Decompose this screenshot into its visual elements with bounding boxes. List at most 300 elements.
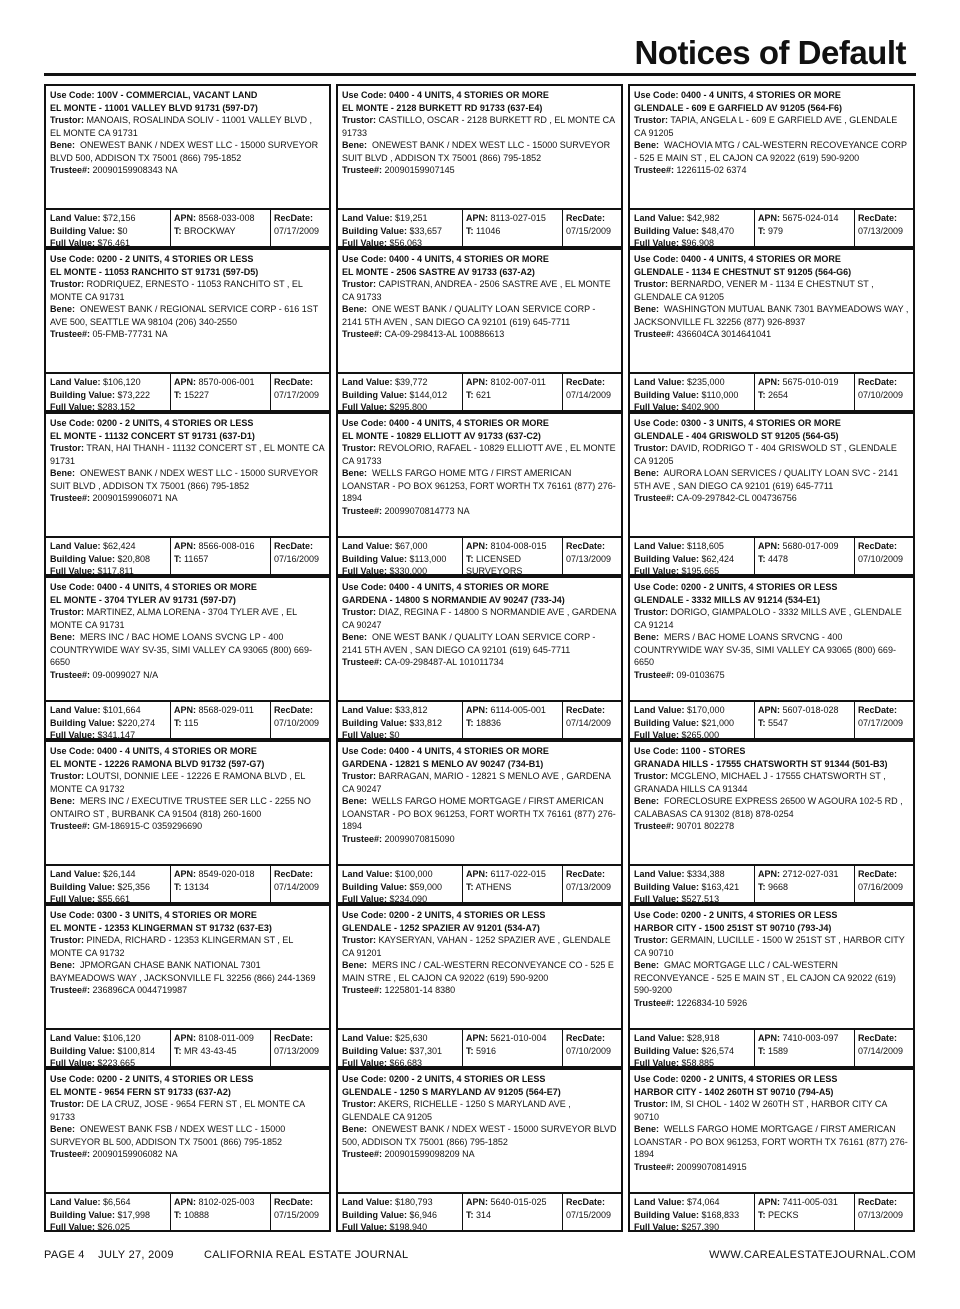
trustee-label: Trustee#: bbox=[50, 329, 91, 339]
trustor-line bbox=[634, 1098, 909, 1123]
recdate-label: RecDate: bbox=[566, 1033, 606, 1043]
trustor-value: PINEDA, RICHARD - 12353 KLINGERMAN ST , EL MONTE CA 91732 bbox=[50, 935, 294, 958]
values-block bbox=[338, 866, 460, 904]
full-label: Full Value: bbox=[634, 1058, 680, 1068]
trustee-line bbox=[342, 833, 617, 846]
trustor-label: Trustor: bbox=[342, 115, 377, 125]
apn-value: 7410-003-097 bbox=[782, 1033, 839, 1043]
trustor-value: MANOAIS, ROSALINDA SOLIV - 11001 VALLEY BLVD , EL MONTE CA 91731 bbox=[50, 115, 312, 138]
bene-label: Bene: bbox=[50, 468, 76, 478]
apn-label: APN: bbox=[758, 705, 780, 715]
trustee-line bbox=[342, 656, 617, 669]
use-code: Use Code: 0400 - 4 UNITS, 4 STORIES OR MORE bbox=[342, 254, 549, 264]
trustee-value: CA-09-297842-CL 004736756 bbox=[676, 493, 797, 503]
bene-label: Bene: bbox=[342, 632, 368, 642]
property-address: GLENDALE - 1134 E CHESTNUT ST 91205 (564-G6) bbox=[634, 266, 852, 277]
notice-card bbox=[44, 84, 331, 248]
land-value: $118,605 bbox=[687, 541, 724, 551]
notice-card bbox=[628, 576, 915, 740]
value-row bbox=[338, 700, 621, 740]
recdate-block bbox=[854, 374, 913, 412]
bene-label: Bene: bbox=[634, 304, 660, 314]
bene-value: MERS INC / EXECUTIVE TRUSTEE SER LLC - 2255 NO ONTAIRO ST , BURBANK CA 91504 (818) 260-1600 bbox=[50, 796, 311, 819]
values-block bbox=[338, 210, 460, 248]
trustor-label: Trustor: bbox=[342, 1099, 377, 1109]
trustor-label: Trustor: bbox=[634, 443, 669, 453]
notice-card bbox=[336, 412, 623, 576]
recdate-label: RecDate: bbox=[274, 213, 314, 223]
building-label: Building Value: bbox=[634, 1209, 700, 1220]
notice-body bbox=[338, 414, 621, 536]
trustor-value: LOUTSI, DONNIE LEE - 12226 E RAMONA BLVD , EL MONTE CA 91732 bbox=[50, 771, 306, 794]
bene-label: Bene: bbox=[50, 796, 76, 806]
tract-label: T: bbox=[174, 717, 182, 728]
trustor-value: TAPIA, ANGELA L - 609 E GARFIELD AVE , GLENDALE CA 91205 bbox=[634, 115, 898, 138]
trustee-line bbox=[50, 492, 325, 505]
notice-body bbox=[630, 906, 913, 1028]
full-value: $295,800 bbox=[389, 402, 428, 412]
trustor-line bbox=[50, 606, 325, 631]
bene-value: ONEWEST BANK / NDEX WEST LLC - 15000 SURVEYOR SUIT BLVD , ADDISON TX 75001 (866) 795-1852 bbox=[50, 468, 319, 491]
apn-label: APN: bbox=[174, 705, 196, 715]
recdate-label: RecDate: bbox=[274, 705, 314, 715]
apn-value: 5607-018-028 bbox=[782, 705, 839, 715]
apn-value: 8102-007-011 bbox=[490, 377, 546, 387]
trustor-label: Trustor: bbox=[50, 607, 85, 617]
notice-card bbox=[44, 576, 331, 740]
trustee-value: 09-0099027 N/A bbox=[92, 669, 159, 680]
tract-label: T: bbox=[466, 1209, 474, 1220]
recdate-block bbox=[562, 374, 621, 412]
full-label: Full Value: bbox=[342, 894, 388, 904]
apn-block bbox=[170, 702, 268, 740]
trustee-line bbox=[634, 492, 909, 505]
use-code: Use Code: 0200 - 2 UNITS, 4 STORIES OR LESS bbox=[342, 910, 546, 920]
trustor-line bbox=[50, 114, 325, 139]
notice-body bbox=[630, 742, 913, 864]
land-value: $74,064 bbox=[687, 1197, 720, 1207]
bene-line bbox=[50, 631, 325, 669]
trustor-label: Trustor: bbox=[634, 771, 669, 781]
bene-value: FORECLOSURE EXPRESS 26500 W AGOURA 102-5 RD , CALABASAS CA 91302 (818) 878-0254 bbox=[634, 796, 903, 819]
apn-block bbox=[754, 1194, 852, 1232]
recdate-label: RecDate: bbox=[274, 1197, 314, 1207]
recdate-value: 07/14/2009 bbox=[274, 881, 320, 892]
title-rule bbox=[44, 73, 916, 76]
trustor-value: REVOLORIO, RAFAEL - 10829 ELLIOTT AVE , EL MONTE CA 91733 bbox=[342, 443, 616, 466]
bene-label: Bene: bbox=[634, 468, 660, 478]
apn-label: APN: bbox=[466, 541, 488, 551]
tract-value: 11046 bbox=[476, 225, 501, 236]
apn-value: 8102-025-003 bbox=[198, 1197, 255, 1207]
recdate-label: RecDate: bbox=[858, 705, 898, 715]
values-block bbox=[338, 702, 460, 740]
trustor-line bbox=[50, 1098, 325, 1123]
value-row bbox=[630, 372, 913, 412]
trustee-line bbox=[50, 820, 325, 833]
tract-label: T: bbox=[758, 717, 766, 728]
apn-block bbox=[754, 702, 852, 740]
tract-value: 5547 bbox=[768, 717, 789, 728]
building-label: Building Value: bbox=[342, 1209, 408, 1220]
apn-label: APN: bbox=[466, 213, 488, 223]
full-value: $257,390 bbox=[681, 1222, 720, 1232]
tract-label: T: bbox=[466, 1045, 474, 1056]
recdate-value: 07/17/2009 bbox=[274, 225, 320, 236]
trustee-value: GM-186915-C 0359296690 bbox=[92, 821, 203, 831]
apn-value: 5680-017-009 bbox=[782, 541, 839, 551]
recdate-value: 07/13/2009 bbox=[858, 225, 904, 236]
land-label: Land Value: bbox=[50, 869, 101, 879]
trustee-label: Trustee#: bbox=[634, 821, 675, 831]
tract-value: 15227 bbox=[184, 389, 210, 400]
bene-value: ONEWEST BANK / NDEX WEST LLC - 15000 SURVEYOR SUIT BLVD , ADDISON TX 75001 (866) 795-1852 bbox=[342, 140, 611, 163]
trustor-line bbox=[634, 442, 909, 467]
apn-value: 8568-033-008 bbox=[198, 213, 255, 223]
bene-value: JPMORGAN CHASE BANK NATIONAL 7301 BAYMEADOWS WAY , JACKSONVILLE FL 32256 (866) 244-1369 bbox=[50, 960, 316, 983]
apn-value: 8108-011-009 bbox=[198, 1033, 254, 1043]
trustee-value: CA-09-298487-AL 101011734 bbox=[384, 657, 504, 667]
trustee-label: Trustee#: bbox=[634, 329, 675, 339]
bene-value: WELLS FARGO HOME MORTGAGE / FIRST AMERICAN LOANSTAR - PO BOX 961253, FORT WORTH TX 76161 (877) 276-1894 bbox=[342, 796, 616, 831]
full-label: Full Value: bbox=[50, 730, 96, 740]
notice-body bbox=[46, 906, 329, 1028]
use-code: Use Code: 0400 - 4 UNITS, 4 STORIES OR MORE bbox=[634, 90, 841, 100]
apn-value: 2712-027-031 bbox=[782, 869, 839, 879]
trustor-label: Trustor: bbox=[634, 607, 669, 617]
tract-label: T: bbox=[174, 225, 182, 236]
full-label: Full Value: bbox=[634, 730, 680, 740]
land-label: Land Value: bbox=[342, 1033, 393, 1043]
property-address: GLENDALE - 1250 S MARYLAND AV 91205 (564-E7) bbox=[342, 1086, 561, 1097]
apn-label: APN: bbox=[758, 541, 780, 551]
value-row bbox=[630, 536, 913, 576]
trustee-value: 20090159906071 NA bbox=[92, 493, 178, 503]
bene-line bbox=[50, 139, 325, 164]
full-value: $55,661 bbox=[97, 894, 131, 904]
trustor-value: MCGLENO, MICHAEL J - 17555 CHATSWORTH ST , GRANADA HILLS CA 91344 bbox=[634, 771, 886, 794]
recdate-label: RecDate: bbox=[566, 541, 606, 551]
values-block bbox=[630, 1194, 752, 1232]
trustee-label: Trustee#: bbox=[634, 165, 675, 175]
property-address: EL MONTE - 11132 CONCERT ST 91731 (637-D1) bbox=[50, 430, 255, 441]
bene-line bbox=[342, 303, 617, 328]
full-value: $330,000 bbox=[389, 566, 428, 576]
trustee-label: Trustee#: bbox=[50, 669, 91, 680]
trustee-value: 20099070815090 bbox=[384, 833, 455, 844]
bene-line bbox=[634, 1123, 909, 1161]
trustor-value: BERNARDO, VENER M - 1134 E CHESTNUT ST , GLENDALE CA 91205 bbox=[634, 279, 874, 302]
land-value: $170,000 bbox=[687, 705, 725, 715]
trustor-line bbox=[342, 1098, 617, 1123]
trustee-line bbox=[50, 164, 325, 177]
notice-card bbox=[44, 904, 331, 1068]
tract-label: T: bbox=[758, 389, 766, 400]
values-block bbox=[630, 702, 752, 740]
tract-label: T: bbox=[758, 553, 766, 564]
use-code: Use Code: 0400 - 4 UNITS, 4 STORIES OR MORE bbox=[50, 582, 257, 592]
tract-label: T: bbox=[758, 225, 766, 236]
tract-label: T: bbox=[466, 717, 474, 728]
trustee-value: 20090159906082 NA bbox=[92, 1149, 178, 1159]
full-value: $234,090 bbox=[389, 894, 428, 904]
tract-label: T: bbox=[758, 881, 766, 892]
trustor-label: Trustor: bbox=[342, 279, 377, 289]
trustor-value: DAVID, RODRIGO T - 404 GRISWOLD ST , GLENDALE CA 91205 bbox=[634, 443, 897, 466]
building-value: $110,000 bbox=[701, 389, 739, 400]
tract-value: 11657 bbox=[184, 553, 209, 564]
land-label: Land Value: bbox=[50, 541, 101, 551]
land-label: Land Value: bbox=[342, 377, 393, 387]
bene-label: Bene: bbox=[50, 140, 76, 150]
full-value: $223,665 bbox=[97, 1058, 136, 1068]
value-row bbox=[46, 864, 329, 904]
recdate-label: RecDate: bbox=[858, 541, 898, 551]
use-code: Use Code: 100V - COMMERCIAL, VACANT LAND bbox=[50, 90, 258, 100]
footer-url[interactable]: WWW.CAREALESTATEJOURNAL.COM bbox=[709, 1249, 916, 1261]
full-label: Full Value: bbox=[50, 1058, 96, 1068]
values-block bbox=[46, 374, 168, 412]
apn-label: APN: bbox=[466, 1197, 488, 1207]
bene-label: Bene: bbox=[50, 1124, 76, 1134]
trustor-label: Trustor: bbox=[634, 1099, 669, 1109]
trustor-value: IM, SI CHOL - 1402 W 260TH ST , HARBOR CITY CA 90710 bbox=[634, 1099, 887, 1122]
building-label: Building Value: bbox=[634, 389, 700, 400]
full-label: Full Value: bbox=[342, 730, 388, 740]
trustee-label: Trustee#: bbox=[634, 997, 675, 1008]
property-address: EL MONTE - 12353 KLINGERMAN ST 91732 (637-E3) bbox=[50, 922, 272, 933]
trustor-label: Trustor: bbox=[634, 115, 669, 125]
full-label: Full Value: bbox=[50, 238, 96, 248]
bene-label: Bene: bbox=[634, 796, 660, 806]
full-value: $117,811 bbox=[97, 566, 134, 576]
recdate-label: RecDate: bbox=[858, 869, 898, 879]
values-block bbox=[46, 538, 168, 576]
full-value: $56,063 bbox=[389, 238, 423, 248]
property-address: EL MONTE - 2128 BURKETT RD 91733 (637-E4) bbox=[342, 102, 543, 113]
use-code: Use Code: 0300 - 3 UNITS, 4 STORIES OR MORE bbox=[50, 910, 257, 920]
trustee-label: Trustee#: bbox=[342, 657, 383, 667]
trustee-label: Trustee#: bbox=[342, 165, 383, 175]
notice-card bbox=[336, 740, 623, 904]
trustee-value: 1226115-02 6374 bbox=[676, 165, 747, 175]
building-value: $0 bbox=[117, 225, 128, 236]
land-value: $26,144 bbox=[103, 869, 136, 879]
apn-label: APN: bbox=[174, 213, 196, 223]
bene-value: GMAC MORTGAGE LLC / CAL-WESTERN RECONVEYANCE - 525 E MAIN ST , EL CAJON CA 92022 (619) 590-9200 bbox=[634, 960, 896, 995]
bene-label: Bene: bbox=[634, 1124, 660, 1134]
trustor-label: Trustor: bbox=[634, 935, 669, 945]
recdate-value: 07/15/2009 bbox=[274, 1209, 320, 1220]
bene-label: Bene: bbox=[634, 960, 660, 970]
building-label: Building Value: bbox=[342, 1045, 408, 1056]
bene-line bbox=[634, 467, 909, 492]
tract-label: T: bbox=[174, 1045, 182, 1056]
notice-card bbox=[336, 1068, 623, 1232]
trustee-label: Trustee#: bbox=[50, 1149, 91, 1159]
apn-value: 5675-024-014 bbox=[782, 213, 839, 223]
trustor-value: CAPISTRAN, ANDREA - 2506 SASTRE AVE , EL MONTE CA 91733 bbox=[342, 279, 611, 302]
trustee-value: 20090159907145 bbox=[384, 165, 455, 175]
apn-value: 5640-015-025 bbox=[490, 1197, 547, 1207]
notice-card bbox=[336, 84, 623, 248]
full-value: $198,940 bbox=[389, 1222, 428, 1232]
full-label: Full Value: bbox=[342, 566, 388, 576]
apn-block bbox=[170, 1194, 268, 1232]
building-value: $33,657 bbox=[409, 225, 443, 236]
building-label: Building Value: bbox=[634, 717, 700, 728]
trustor-value: CASTILLO, OSCAR - 2128 BURKETT RD , EL MONTE CA 91733 bbox=[342, 115, 615, 138]
tract-label: T: bbox=[758, 1045, 766, 1056]
land-value: $19,251 bbox=[395, 213, 428, 223]
notice-card bbox=[628, 740, 915, 904]
trustor-label: Trustor: bbox=[342, 935, 377, 945]
building-label: Building Value: bbox=[50, 1045, 116, 1056]
recdate-block bbox=[562, 538, 621, 576]
apn-value: 8570-006-001 bbox=[198, 377, 255, 387]
apn-block bbox=[462, 702, 560, 740]
apn-block bbox=[754, 1030, 852, 1068]
building-value: $113,000 bbox=[409, 553, 447, 564]
recdate-value: 07/16/2009 bbox=[274, 553, 320, 564]
building-label: Building Value: bbox=[50, 553, 116, 564]
land-value: $235,000 bbox=[687, 377, 725, 387]
land-value: $334,388 bbox=[687, 869, 725, 879]
recdate-block bbox=[562, 702, 621, 740]
full-value: $58,885 bbox=[681, 1058, 715, 1068]
land-value: $106,120 bbox=[103, 1033, 141, 1043]
trustee-line bbox=[634, 820, 909, 833]
recdate-block bbox=[270, 1030, 329, 1068]
value-row bbox=[338, 864, 621, 904]
notice-body bbox=[46, 578, 329, 700]
apn-label: APN: bbox=[174, 377, 196, 387]
notice-card bbox=[628, 84, 915, 248]
trustee-value: 1225801-14 8380 bbox=[384, 985, 456, 995]
recdate-block bbox=[854, 702, 913, 740]
building-label: Building Value: bbox=[342, 225, 408, 236]
trustor-value: DE LA CRUZ, JOSE - 9654 FERN ST , EL MONTE CA 91733 bbox=[50, 1099, 305, 1122]
apn-value: 8566-008-016 bbox=[198, 541, 255, 551]
notice-card bbox=[336, 576, 623, 740]
apn-block bbox=[754, 538, 852, 576]
trustee-label: Trustee#: bbox=[634, 493, 675, 503]
recdate-block bbox=[562, 1194, 621, 1232]
trustee-label: Trustee#: bbox=[50, 985, 91, 995]
trustee-value: 1226834-10 5926 bbox=[676, 997, 748, 1008]
trustor-label: Trustor: bbox=[342, 771, 377, 781]
land-label: Land Value: bbox=[342, 869, 393, 879]
trustor-line bbox=[342, 606, 617, 631]
notice-body bbox=[46, 414, 329, 536]
trustee-value: 436604CA 3014641041 bbox=[676, 329, 772, 339]
trustee-label: Trustee#: bbox=[342, 505, 383, 516]
value-row bbox=[46, 208, 329, 248]
trustor-label: Trustor: bbox=[634, 279, 669, 289]
recdate-block bbox=[270, 1194, 329, 1232]
trustor-line bbox=[342, 442, 617, 467]
recdate-value: 07/14/2009 bbox=[566, 717, 612, 728]
bene-line bbox=[634, 303, 909, 328]
property-address: GARDENA - 12821 S MENLO AV 90247 (734-B1) bbox=[342, 758, 544, 769]
full-label: Full Value: bbox=[50, 894, 96, 904]
trustee-line bbox=[50, 328, 325, 341]
bene-line bbox=[50, 1123, 325, 1148]
apn-label: APN: bbox=[466, 705, 488, 715]
apn-block bbox=[462, 538, 560, 576]
values-block bbox=[46, 866, 168, 904]
notice-card bbox=[336, 248, 623, 412]
bene-line bbox=[342, 959, 617, 984]
bene-label: Bene: bbox=[342, 796, 368, 806]
apn-block bbox=[462, 1030, 560, 1068]
trustor-value: AKERS, RICHELLE - 1250 S MARYLAND AVE , GLENDALE CA 91205 bbox=[342, 1099, 571, 1122]
notice-body bbox=[46, 86, 329, 208]
apn-label: APN: bbox=[466, 869, 488, 879]
apn-block bbox=[170, 210, 268, 248]
trustee-value: 90701 802278 bbox=[676, 821, 735, 831]
apn-value: 6114-005-001 bbox=[490, 705, 546, 715]
trustor-label: Trustor: bbox=[50, 279, 85, 289]
tract-value: PECKS bbox=[768, 1209, 799, 1220]
recdate-value: 07/15/2009 bbox=[566, 1209, 612, 1220]
bene-label: Bene: bbox=[634, 140, 660, 150]
trustee-line bbox=[342, 164, 617, 177]
use-code: Use Code: 0200 - 2 UNITS, 4 STORIES OR LESS bbox=[634, 910, 838, 920]
use-code: Use Code: 0200 - 2 UNITS, 4 STORIES OR LESS bbox=[50, 254, 254, 264]
trustee-label: Trustee#: bbox=[634, 1161, 675, 1172]
trustor-label: Trustor: bbox=[50, 115, 85, 125]
value-row bbox=[46, 1028, 329, 1068]
value-row bbox=[338, 372, 621, 412]
land-label: Land Value: bbox=[342, 1197, 393, 1207]
property-address: EL MONTE - 11001 VALLEY BLVD 91731 (597-D7) bbox=[50, 102, 258, 113]
recdate-label: RecDate: bbox=[858, 377, 898, 387]
recdate-label: RecDate: bbox=[274, 377, 314, 387]
trustor-line bbox=[342, 934, 617, 959]
trustee-label: Trustee#: bbox=[342, 985, 383, 995]
land-value: $25,630 bbox=[395, 1033, 428, 1043]
bene-value: ONEWEST BANK / REGIONAL SERVICE CORP - 616 1ST AVE 500, SEATTLE WA 98104 (206) 340-2550 bbox=[50, 304, 319, 327]
bene-value: ONE WEST BANK / QUALITY LOAN SERVICE CORP - 2141 5TH AVEN , SAN DIEGO CA 92101 (619) 645-7711 bbox=[342, 632, 596, 655]
values-block bbox=[338, 1030, 460, 1068]
property-address: GLENDALE - 609 E GARFIELD AV 91205 (564-F6) bbox=[634, 102, 843, 113]
building-label: Building Value: bbox=[342, 717, 408, 728]
trustee-line bbox=[342, 1148, 617, 1161]
apn-block bbox=[754, 866, 852, 904]
land-label: Land Value: bbox=[634, 705, 685, 715]
use-code: Use Code: 0400 - 4 UNITS, 4 STORIES OR MORE bbox=[342, 746, 549, 756]
trustor-value: BARRAGAN, MARIO - 12821 S MENLO AVE , GARDENA CA 90247 bbox=[342, 771, 611, 794]
tract-value: 13134 bbox=[184, 881, 210, 892]
trustee-line bbox=[50, 984, 325, 997]
land-value: $180,793 bbox=[395, 1197, 433, 1207]
values-block bbox=[46, 1030, 168, 1068]
use-code: Use Code: 0400 - 4 UNITS, 4 STORIES OR MORE bbox=[342, 90, 549, 100]
trustor-label: Trustor: bbox=[342, 607, 377, 617]
recdate-value: 07/10/2009 bbox=[274, 717, 320, 728]
land-label: Land Value: bbox=[50, 213, 101, 223]
land-label: Land Value: bbox=[342, 213, 393, 223]
full-value: $527,513 bbox=[681, 894, 720, 904]
recdate-value: 07/17/2009 bbox=[858, 717, 904, 728]
bene-value: ONE WEST BANK / QUALITY LOAN SERVICE CORP - 2141 5TH AVEN , SAN DIEGO CA 92101 (619) 645-7711 bbox=[342, 304, 596, 327]
land-label: Land Value: bbox=[50, 377, 101, 387]
apn-label: APN: bbox=[174, 541, 196, 551]
notice-card bbox=[628, 904, 915, 1068]
bene-line bbox=[634, 959, 909, 997]
building-label: Building Value: bbox=[342, 881, 408, 892]
